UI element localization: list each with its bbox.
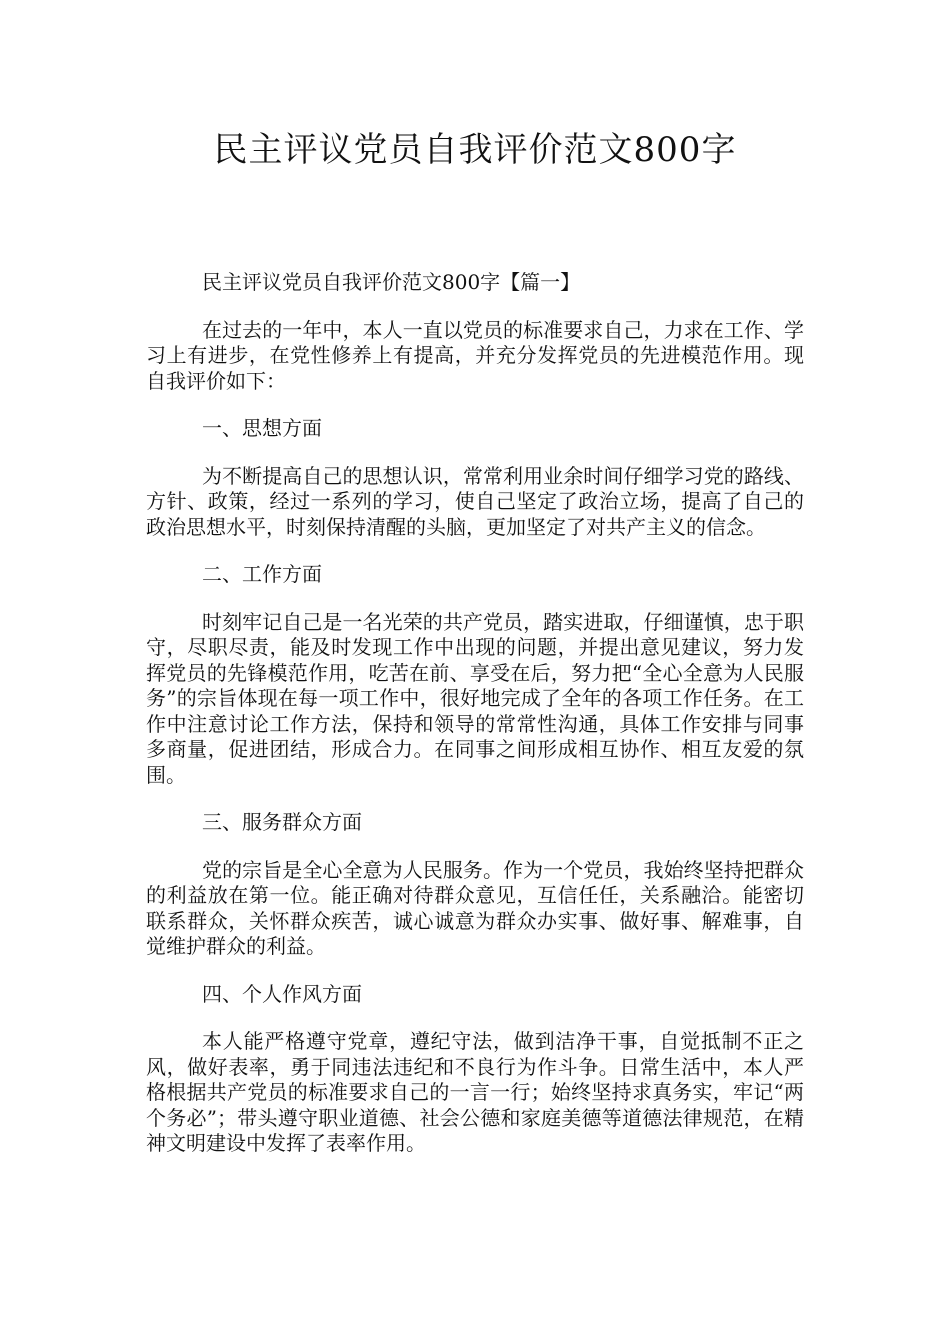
paragraph-ideology: 为不断提高自己的思想认识，常常利用业余时间仔细学习党的路线、方针、政策，经过一系列的学习，使自己坚定了政治立场，提高了自己的政治思想水平，时刻保持清醒的头脑，更加坚定了对共产主义的信念。	[146, 463, 804, 539]
intro-paragraph: 在过去的一年中，本人一直以党员的标准要求自己，力求在工作、学习上有进步，在党性修养上有提高，并充分发挥党员的先进模范作用。现自我评价如下：	[146, 317, 804, 393]
heading-ideology: 一、思想方面	[202, 416, 322, 440]
paragraph-work: 时刻牢记自己是一名光荣的共产党员，踏实进取，仔细谨慎，忠于职守，尽职尽责，能及时发现工作中出现的问题，并提出意见建议，努力发挥党员的先锋模范作用，吃苦在前、享受在后，努力把“全心全意为人民服务”的宗旨体现在每一项工作中，很好地完成了全年的各项工作任务。在工作中注意讨论工作方法，保持和领导的常常性沟通，具体工作安排与同事多商量，促进团结，形成合力。在同事之间形成相互协作、相互友爱的氛围。	[146, 609, 804, 787]
heading-conduct: 四、个人作风方面	[202, 981, 362, 1006]
paragraph-conduct: 本人能严格遵守党章，遵纪守法，做到洁净干事，自觉抵制不正之风，做好表率，勇于同违法违纪和不良行为作斗争。日常生活中，本人严格根据共产党员的标准要求自己的一言一行；始终坚持求真务实，牢记“两个务必”；带头遵守职业道德、社会公德和家庭美德等道德法律规范，在精神文明建设中发挥了表率作用。	[146, 1029, 804, 1155]
paragraph-service: 党的宗旨是全心全意为人民服务。作为一个党员，我始终坚持把群众的利益放在第一位。能正确对待群众意见，互信任任，关系融洽。能密切联系群众，关怀群众疾苦，诚心诚意为群众办实事、做好事、解难事，自觉维护群众的利益。	[146, 857, 804, 958]
document-title: 民主评议党员自我评价范文800字	[213, 130, 737, 170]
heading-service: 三、服务群众方面	[202, 810, 362, 834]
heading-work: 二、工作方面	[202, 562, 322, 586]
document-body	[146, 270, 804, 1179]
section-title: 民主评议党员自我评价范文800字【篇一】	[202, 270, 581, 294]
